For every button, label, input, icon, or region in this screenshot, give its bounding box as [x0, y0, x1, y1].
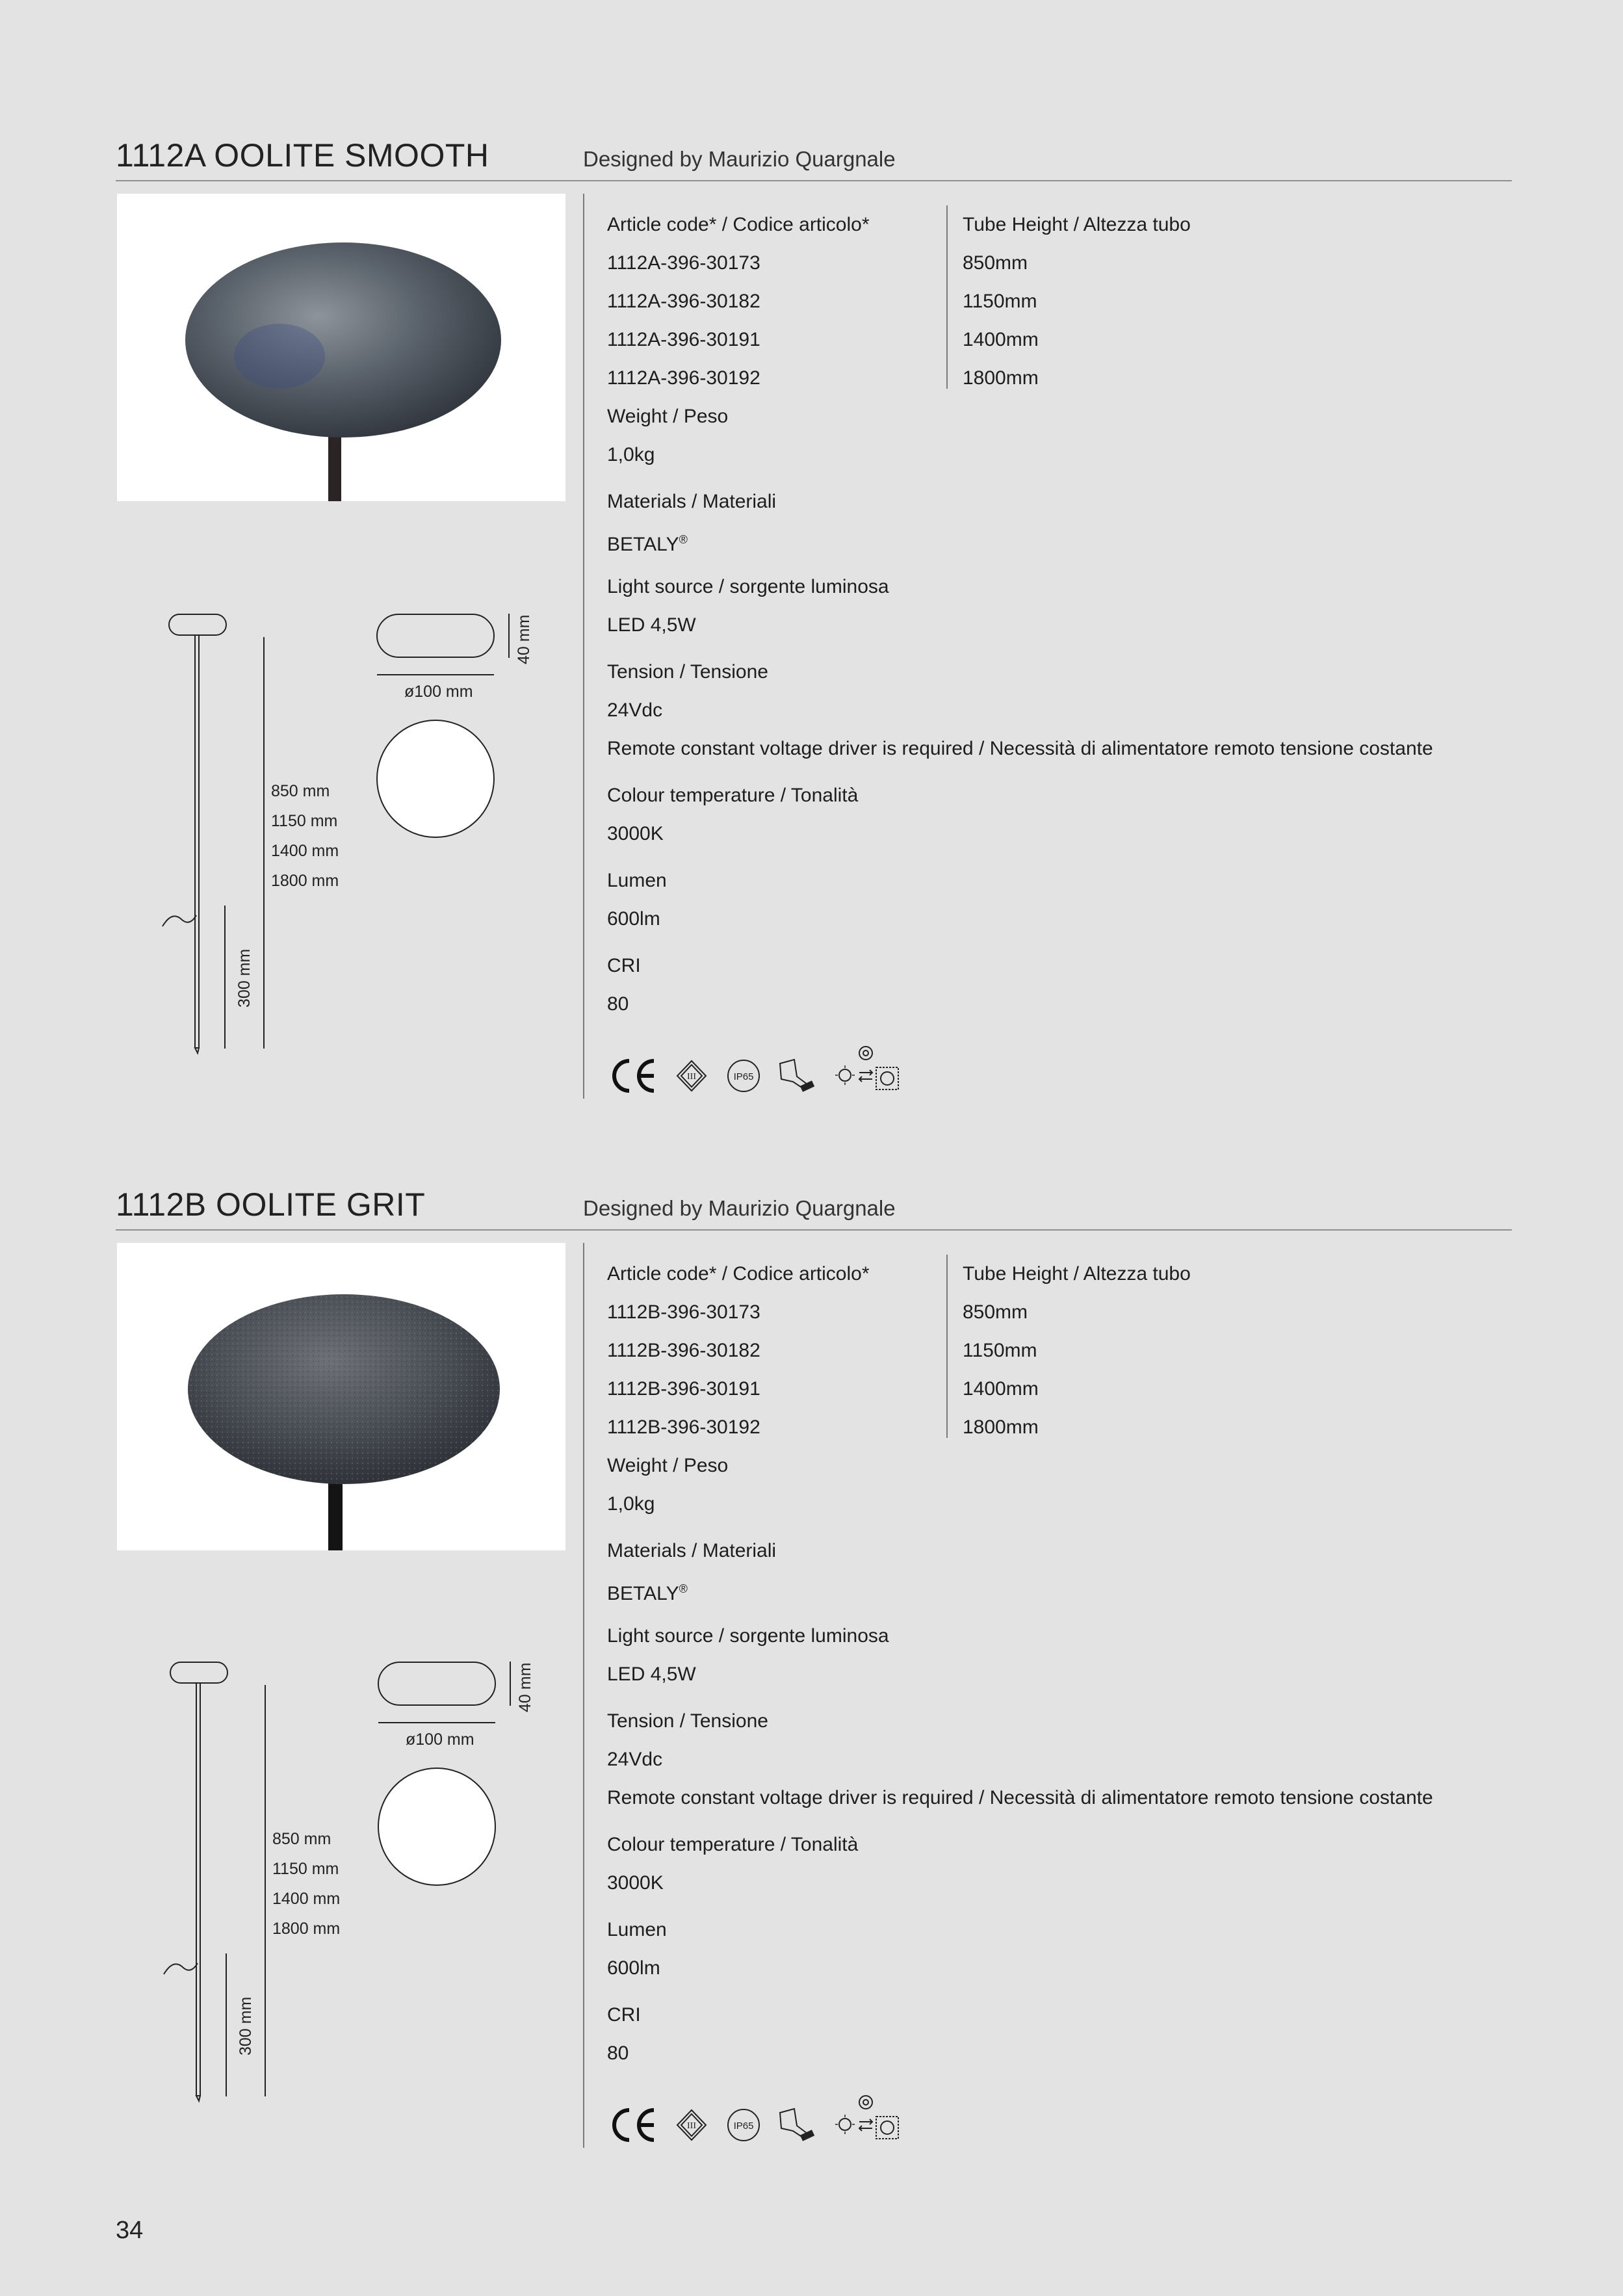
article-code: 1112B-396-30173 [607, 1301, 760, 1323]
article-code: 1112A-396-30192 [607, 367, 760, 389]
tension-label: Tension / Tensione [607, 661, 768, 683]
colour-label: Colour temperature / Tonalità [607, 785, 859, 806]
lamp-head-side [169, 614, 226, 635]
article-code: 1112A-396-30191 [607, 329, 760, 350]
tension-value: 24Vdc [607, 1749, 663, 1770]
class-iii-icon [672, 2102, 711, 2148]
light-source-label: Light source / sorgente luminosa [607, 576, 889, 597]
article-table [607, 1255, 1504, 1438]
ip65-icon [724, 2102, 763, 2148]
lamp-head-elevation [378, 1662, 495, 1705]
tube-height: 1800mm [963, 367, 1039, 389]
led-replaceable-icon [833, 2093, 905, 2145]
colour-label: Colour temperature / Tonalità [607, 1834, 859, 1855]
article-code-header: Article code* / Codice articolo* [607, 1263, 870, 1285]
spec-divider [583, 1243, 584, 2148]
technical-drawing [117, 585, 572, 1079]
dim-thickness: 40 mm [516, 1662, 534, 1712]
dim-diameter: ø100 mm [406, 1730, 474, 1749]
lumen-label: Lumen [607, 870, 667, 891]
dim-height-2: 1150 mm [272, 1860, 339, 1878]
tube-height: 850mm [963, 1301, 1028, 1323]
light-source-value: LED 4,5W [607, 1663, 696, 1685]
dim-height-3: 1400 mm [272, 1890, 341, 1908]
product-1112a [0, 0, 1623, 1082]
table-divider [946, 1255, 948, 1438]
spec-list [607, 1255, 1504, 2072]
lumen-label: Lumen [607, 1919, 667, 1940]
materials-value: BETALY® [607, 1582, 688, 1604]
tube-height: 1150mm [963, 1340, 1037, 1361]
article-code: 1112B-396-30191 [607, 1378, 760, 1400]
tension-label: Tension / Tensione [607, 1710, 768, 1732]
header-rule [116, 1229, 1512, 1231]
tube-height-header: Tube Height / Altezza tubo [963, 214, 1191, 235]
dim-spike: 300 mm [237, 1996, 255, 2055]
article-code-header: Article code* / Codice articolo* [607, 214, 870, 235]
svg-text:CE: CE [607, 2102, 608, 2103]
svg-text:III: III [687, 1072, 696, 1082]
article-code: 1112A-396-30182 [607, 291, 760, 312]
svg-text:IP65: IP65 [733, 2120, 754, 2132]
light-source-label: Light source / sorgente luminosa [607, 1625, 889, 1647]
dim-height-3: 1400 mm [271, 842, 339, 860]
cri-value: 80 [607, 993, 629, 1015]
tension-note: Remote constant voltage driver is required / Necessità di alimentatore remoto tensione costante [607, 738, 1433, 759]
lamp-head-side [170, 1662, 227, 1683]
header-rule [116, 180, 1512, 181]
cri-value: 80 [607, 2042, 629, 2064]
tube-height: 1150mm [963, 291, 1037, 312]
tube-height: 1400mm [963, 329, 1039, 350]
product-title: 1112B OOLITE GRIT [116, 1186, 426, 1223]
weight-label: Weight / Peso [607, 1455, 729, 1476]
dim-thickness: 40 mm [515, 614, 533, 664]
colour-value: 3000K [607, 823, 664, 844]
lumen-value: 600lm [607, 1957, 660, 1979]
product-photo [117, 1243, 565, 1550]
article-code: 1112B-396-30192 [607, 1416, 760, 1438]
svg-text:IP65: IP65 [733, 1071, 754, 1082]
dim-height-2: 1150 mm [271, 812, 338, 830]
weight-value: 1,0kg [607, 444, 655, 465]
dim-height-4: 1800 mm [272, 1920, 341, 1938]
lamp-head [185, 242, 501, 437]
page-number: 34 [116, 2217, 144, 2244]
designer-credit: Designed by Maurizio Quargnale [583, 147, 896, 171]
dim-height-1: 850 mm [272, 1830, 331, 1848]
product-photo [117, 194, 565, 501]
table-divider [946, 205, 948, 389]
dim-height-1: 850 mm [271, 782, 330, 800]
colour-value: 3000K [607, 1872, 664, 1894]
svg-text:CE: CE [607, 1053, 608, 1054]
lamp-head-elevation [377, 614, 494, 657]
weight-value: 1,0kg [607, 1493, 655, 1515]
ce-mark-icon [607, 2102, 659, 2148]
technical-drawing [117, 1634, 572, 2128]
materials-label: Materials / Materiali [607, 491, 777, 512]
tube-height: 1800mm [963, 1416, 1039, 1438]
materials-label: Materials / Materiali [607, 1540, 777, 1561]
designer-credit: Designed by Maurizio Quargnale [583, 1196, 896, 1220]
tension-value: 24Vdc [607, 699, 663, 721]
tube-height-header: Tube Height / Altezza tubo [963, 1263, 1191, 1285]
lamp-head-plan [378, 1768, 495, 1885]
spec-list [607, 205, 1504, 1023]
product-1112b [0, 1049, 1623, 2132]
dim-spike: 300 mm [235, 948, 253, 1008]
lumen-value: 600lm [607, 908, 660, 930]
tube-height: 850mm [963, 252, 1028, 274]
materials-value: BETALY® [607, 533, 688, 555]
article-code: 1112A-396-30173 [607, 252, 760, 274]
weight-label: Weight / Peso [607, 406, 729, 427]
article-code: 1112B-396-30182 [607, 1340, 760, 1361]
article-table [607, 205, 1504, 389]
cri-label: CRI [607, 2004, 641, 2026]
tube-height: 1400mm [963, 1378, 1039, 1400]
dim-diameter: ø100 mm [404, 683, 473, 701]
spec-divider [583, 194, 584, 1099]
installation-icon [775, 2102, 820, 2148]
cri-label: CRI [607, 955, 641, 976]
svg-text:III: III [687, 2121, 696, 2131]
product-title: 1112A OOLITE SMOOTH [116, 137, 489, 174]
registered-mark: ® [679, 1582, 688, 1595]
registered-mark: ® [679, 533, 688, 546]
tension-note: Remote constant voltage driver is required / Necessità di alimentatore remoto tensione costante [607, 1787, 1433, 1808]
light-source-value: LED 4,5W [607, 614, 696, 636]
dim-height-4: 1800 mm [271, 872, 339, 890]
lamp-head-plan [377, 720, 494, 837]
